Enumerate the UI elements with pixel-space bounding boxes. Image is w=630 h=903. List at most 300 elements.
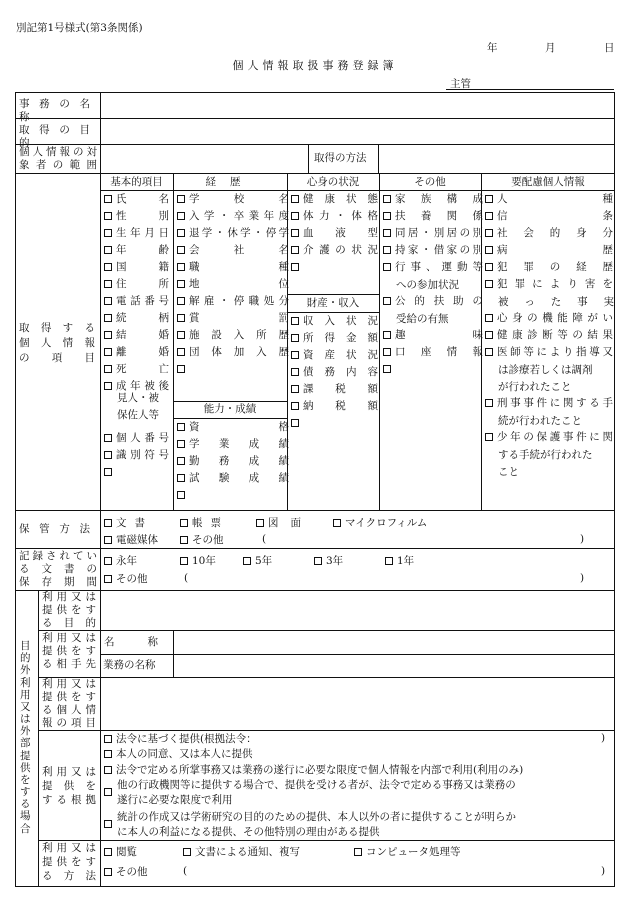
storage-document-checkbox[interactable]	[104, 517, 153, 531]
career-item-2-checkbox[interactable]	[177, 227, 289, 241]
mind-body-item-0-checkbox[interactable]	[291, 193, 378, 207]
checkbox-icon	[291, 317, 299, 325]
sensitive-criminal-wrap: 続が行われたこと	[498, 415, 582, 427]
category-career-header: 経歴	[205, 176, 255, 188]
basis-consent-label: 本人の同意、又は本人に提供	[116, 748, 253, 760]
basic-item-7-label: 続柄	[116, 312, 169, 324]
career-item-7-checkbox[interactable]	[177, 312, 289, 326]
ext-party-business-label: 業務の名称	[103, 659, 156, 671]
basic-item-9-checkbox[interactable]	[104, 346, 169, 360]
method-other-checkbox[interactable]	[104, 866, 148, 880]
category-ability-header: 能力・成績	[203, 403, 257, 415]
mind-body-item-0-label: 健康状態	[303, 193, 378, 205]
checkbox-icon	[104, 263, 112, 271]
checkbox-icon	[104, 468, 112, 476]
divider	[378, 144, 379, 173]
other-item-0-checkbox[interactable]	[383, 193, 483, 207]
method-computer-label: コンピュータ処理等	[366, 846, 461, 858]
sensitive-item-7-label: 健康診断等の結果	[497, 329, 613, 341]
mind-body-item-4-checkbox[interactable]	[291, 261, 378, 275]
checkbox-icon	[104, 331, 112, 339]
checkbox-icon	[291, 195, 299, 203]
form-title: 個人情報取扱事務登録簿	[232, 59, 398, 72]
basis-other-agency-checkbox[interactable]	[104, 786, 116, 800]
checkbox-icon	[383, 229, 391, 237]
basic-item-6-label: 電話番号	[116, 295, 169, 307]
checkbox-icon	[291, 351, 299, 359]
checkbox-icon	[177, 423, 185, 431]
basis-law-label: 法令に基づく提供(根拠法令：	[116, 733, 257, 745]
department-label: 主管	[450, 78, 471, 90]
checkbox-icon	[291, 334, 299, 342]
basis-statistics-checkbox[interactable]	[104, 818, 116, 832]
retention-3y-label: 3年	[326, 555, 344, 567]
ext-basis-label-1: 利用又は	[42, 766, 96, 778]
checkbox-icon	[104, 280, 112, 288]
checkbox-icon	[291, 385, 299, 393]
form-caption: 別記第1号様式(第3条関係)	[16, 22, 143, 34]
asset-item-1-label: 所得金額	[303, 332, 378, 344]
checkbox-icon	[485, 399, 493, 407]
ext-purpose-label-1: 利用又は	[42, 591, 96, 603]
category-basic-header: 基本的項目	[110, 176, 163, 188]
divider	[15, 118, 615, 119]
divider	[287, 294, 379, 295]
divider	[15, 590, 615, 591]
checkbox-icon	[383, 246, 391, 254]
career-item-7-label: 賞罰	[189, 312, 289, 324]
sensitive-item-1-label: 信条	[497, 210, 613, 222]
ext-items-label-4: 報の項目	[42, 717, 96, 729]
career-item-8-label: 施設入所歴	[189, 329, 289, 341]
checkbox-icon	[291, 368, 299, 376]
basic-item-0-label: 氏名	[116, 193, 169, 205]
checkbox-icon	[383, 195, 391, 203]
checkbox-icon	[177, 348, 185, 356]
checkbox-icon	[485, 229, 493, 237]
basis-consent-checkbox[interactable]	[104, 748, 253, 762]
other-item-5-label: 公的扶助の	[395, 295, 483, 307]
date-year-label: 年	[487, 42, 498, 54]
mind-body-item-3-label: 介護の状況	[303, 244, 378, 256]
ability-item-1-checkbox[interactable]	[177, 438, 289, 452]
checkbox-icon	[485, 263, 493, 271]
career-item-3-checkbox[interactable]	[177, 244, 289, 258]
storage-microfilm-checkbox[interactable]	[333, 517, 427, 531]
divider	[100, 510, 101, 590]
checkbox-icon	[104, 348, 112, 356]
checkbox-icon	[383, 365, 391, 373]
sensitive-item-0-checkbox[interactable]	[485, 193, 613, 207]
basic-item-12-checkbox[interactable]	[104, 432, 169, 446]
sensitive-item-6-checkbox[interactable]	[485, 312, 613, 326]
checkbox-icon	[177, 331, 185, 339]
other-item-5-checkbox[interactable]	[383, 295, 483, 309]
sensitive-item-3-checkbox[interactable]	[485, 244, 613, 258]
ability-item-3-checkbox[interactable]	[177, 472, 289, 486]
purpose-label: 取得の目的	[19, 124, 95, 149]
checkbox-icon	[104, 297, 112, 305]
checkbox-icon	[383, 212, 391, 220]
checkbox-icon	[485, 433, 493, 441]
other-item-3-label: 持家・借家の別	[395, 244, 483, 256]
storage-document-label: 文書	[116, 517, 153, 529]
method-notice-label: 文書による通知、複写	[195, 846, 300, 858]
sensitive-doctor-wrap-2: が行われたこと	[498, 381, 572, 393]
divider	[38, 677, 615, 678]
basic-item-10-checkbox[interactable]	[104, 363, 169, 377]
sensitive-juvenile-wrap-1: する手続が行われた	[498, 449, 593, 461]
items-label-3: の 項 目	[19, 352, 95, 364]
career-item-9-label: 団体加入歴	[189, 346, 289, 358]
sensitive-doctor-wrap-1: は診療若しくは調剤	[498, 364, 593, 376]
sensitive-item-7-checkbox[interactable]	[485, 329, 613, 343]
career-item-0-checkbox[interactable]	[177, 193, 289, 207]
business-name-label: 事務の名称	[19, 98, 95, 123]
asset-item-3-label: 債務内容	[303, 366, 378, 378]
basic-item-3-checkbox[interactable]	[104, 244, 169, 258]
storage-electronic-label: 電磁媒体	[116, 534, 158, 546]
sensitive-item-2-label: 社会的身分	[497, 227, 613, 239]
mind-body-item-1-checkbox[interactable]	[291, 210, 378, 224]
other-item-2-label: 同居・別居の別	[395, 227, 483, 239]
method-other-close-paren: )	[601, 865, 606, 877]
retention-10y-label: 10年	[192, 555, 216, 567]
career-item-9-checkbox[interactable]	[177, 346, 289, 360]
career-item-10-checkbox[interactable]	[177, 363, 289, 377]
basis-internal-checkbox[interactable]	[104, 764, 523, 778]
basic-item-11-wrap-2: 保佐人等	[117, 409, 159, 421]
method-other-open-paren: (	[183, 865, 188, 877]
checkbox-icon	[177, 246, 185, 254]
divider	[100, 590, 101, 887]
divider	[15, 144, 615, 145]
sensitive-item-0-label: 人種	[497, 193, 613, 205]
asset-item-5-checkbox[interactable]	[291, 400, 378, 414]
basic-item-2-label: 生年月日	[116, 227, 169, 239]
sensitive-item-4-label: 犯罪の経歴	[497, 261, 613, 273]
basic-item-0-checkbox[interactable]	[104, 193, 169, 207]
sensitive-item-2-checkbox[interactable]	[485, 227, 613, 241]
ext-items-label-1: 利用又は	[42, 678, 96, 690]
basis-law-checkbox[interactable]	[104, 733, 257, 747]
checkbox-icon	[291, 229, 299, 237]
storage-electronic-checkbox[interactable]	[104, 534, 158, 548]
sensitive-item-4-checkbox[interactable]	[485, 261, 613, 275]
checkbox-icon	[104, 314, 112, 322]
divider	[38, 630, 615, 631]
mind-body-item-1-label: 体力・体格	[303, 210, 378, 222]
other-item-public-wrap: 受給の有無	[396, 313, 449, 325]
basis-internal-label: 法令で定める所掌事務又は業務の遂行に必要な限度で個人情報を内部で利用(利用のみ)	[116, 764, 524, 776]
sensitive-item-8-label: 医師等により指導又	[497, 346, 613, 358]
checkbox-icon	[485, 331, 493, 339]
acquisition-method-label: 取得の方法	[314, 152, 367, 164]
other-item-7-checkbox[interactable]	[383, 346, 483, 360]
sensitive-juvenile-wrap-2: こと	[498, 466, 519, 478]
career-item-0-label: 学校名	[189, 193, 289, 205]
method-notice-checkbox[interactable]	[183, 846, 300, 860]
ext-basis-label-2: 提供を	[42, 780, 96, 792]
checkbox-icon	[104, 229, 112, 237]
ability-item-2-label: 勤務成績	[189, 455, 289, 467]
basic-item-6-checkbox[interactable]	[104, 295, 169, 309]
asset-item-2-checkbox[interactable]	[291, 349, 378, 363]
retention-1y-checkbox[interactable]	[385, 555, 414, 569]
checkbox-icon	[104, 212, 112, 220]
checkbox-icon	[291, 402, 299, 410]
checkbox-icon	[485, 212, 493, 220]
divider	[379, 173, 380, 510]
checkbox-icon	[177, 474, 185, 482]
basic-item-7-checkbox[interactable]	[104, 312, 169, 326]
retention-5y-label: 5年	[255, 555, 273, 567]
category-assets-header: 財産・収入	[306, 297, 360, 309]
basis-statistics-line1: 統計の作成又は学術研究の目的のための提供、本人以外の者に提供することが明らか	[117, 811, 516, 823]
other-item-4-label: 行事、運動等	[395, 261, 483, 273]
sensitive-item-1-checkbox[interactable]	[485, 210, 613, 224]
department-underline	[446, 89, 614, 90]
checkbox-icon	[383, 331, 391, 339]
basic-item-5-label: 住所	[116, 278, 169, 290]
basis-other-agency-line1: 他の行政機関等に提供する場合で、提供を受ける者が、法令で定める事務又は業務の	[117, 779, 516, 791]
mind-body-item-3-checkbox[interactable]	[291, 244, 378, 258]
career-item-5-label: 地位	[189, 278, 289, 290]
divider	[38, 590, 39, 887]
items-label-2: 個人情報	[19, 337, 95, 349]
sensitive-item-5-label: 犯罪により害を	[497, 278, 613, 290]
storage-drawing-checkbox[interactable]	[256, 517, 313, 531]
asset-item-0-label: 収入状況	[303, 315, 378, 327]
basic-item-11-wrap-1: 見人・被	[117, 392, 159, 404]
other-item-4-checkbox[interactable]	[383, 261, 483, 275]
sensitive-item-8-checkbox[interactable]	[485, 346, 613, 360]
checkbox-icon	[383, 348, 391, 356]
sensitive-item-10-checkbox[interactable]	[485, 431, 613, 445]
ability-item-0-checkbox[interactable]	[177, 421, 289, 435]
basic-item-5-checkbox[interactable]	[104, 278, 169, 292]
ext-purpose-label-2: 提供をす	[42, 604, 96, 616]
basic-item-10-label: 死亡	[116, 363, 169, 375]
checkbox-icon	[177, 297, 185, 305]
checkbox-icon	[104, 365, 112, 373]
method-other-label: その他	[116, 866, 148, 878]
career-item-6-label: 解雇・停職処分	[189, 295, 289, 307]
checkbox-icon	[177, 457, 185, 465]
items-label-1: 取得する	[19, 322, 95, 334]
asset-item-2-label: 資産状況	[303, 349, 378, 361]
category-mind-body-header: 心身の状況	[306, 176, 360, 188]
basic-item-1-checkbox[interactable]	[104, 210, 169, 224]
basic-item-14-checkbox[interactable]	[104, 466, 169, 480]
storage-ledger-checkbox[interactable]	[180, 517, 229, 531]
checkbox-icon	[383, 263, 391, 271]
category-other-header: その他	[414, 176, 446, 188]
checkbox-icon	[485, 314, 493, 322]
divider	[100, 654, 615, 655]
date-month-label: 月	[545, 42, 556, 54]
other-item-7-label: 口座情報	[395, 346, 483, 358]
checkbox-icon	[291, 246, 299, 254]
checkbox-icon	[104, 246, 112, 254]
checkbox-icon	[177, 314, 185, 322]
asset-item-4-label: 課税額	[303, 383, 378, 395]
ext-purpose-label-3: る目的	[42, 617, 96, 629]
divider	[173, 173, 174, 510]
external-use-label: 目的外利用又は外部提供をする場合	[20, 640, 31, 835]
other-item-event-wrap: への参加状況	[396, 279, 459, 291]
retention-label-1: 記録されてい	[19, 550, 97, 562]
other-item-6-label: 趣味	[395, 329, 483, 341]
checkbox-icon	[485, 195, 493, 203]
career-item-1-checkbox[interactable]	[177, 210, 289, 224]
basic-item-13-label: 識別符号	[116, 449, 169, 461]
divider	[287, 312, 379, 313]
divider	[173, 630, 174, 677]
subject-scope-label-2: 象者の範囲	[19, 159, 97, 171]
sensitive-item-9-label: 刑事事件に関する手	[497, 397, 613, 409]
divider	[100, 92, 101, 510]
divider	[308, 144, 309, 173]
basis-statistics-line2: に本人の利益になる提供、その他特別の理由がある提供	[117, 826, 380, 838]
sensitive-item-9-checkbox[interactable]	[485, 397, 613, 411]
retention-10y-checkbox[interactable]	[180, 555, 216, 569]
retention-permanent-label: 永年	[116, 555, 137, 567]
checkbox-icon	[177, 491, 185, 499]
other-item-3-checkbox[interactable]	[383, 244, 483, 258]
mind-body-item-2-label: 血液型	[303, 227, 378, 239]
sensitive-item-10-label: 少年の保護事件に関	[497, 431, 613, 443]
checkbox-icon	[104, 434, 112, 442]
other-item-8-checkbox[interactable]	[383, 363, 483, 377]
ext-items-label-2: 提供をす	[42, 691, 96, 703]
retention-permanent-checkbox[interactable]	[104, 555, 137, 569]
career-item-8-checkbox[interactable]	[177, 329, 289, 343]
retention-1y-label: 1年	[397, 555, 415, 567]
ext-items-label-3: る個人情	[42, 704, 96, 716]
checkbox-icon	[485, 280, 493, 288]
asset-item-3-checkbox[interactable]	[291, 366, 378, 380]
storage-other-close-paren: )	[580, 533, 585, 545]
ability-item-0-label: 資格	[189, 421, 289, 433]
retention-other-open-paren: (	[184, 572, 189, 584]
mind-body-item-2-checkbox[interactable]	[291, 227, 378, 241]
checkbox-icon	[485, 348, 493, 356]
divider	[15, 548, 615, 549]
retention-5y-checkbox[interactable]	[243, 555, 272, 569]
checkbox-icon	[291, 263, 299, 271]
basic-item-2-checkbox[interactable]	[104, 227, 169, 241]
checkbox-icon	[177, 440, 185, 448]
asset-item-1-checkbox[interactable]	[291, 332, 378, 346]
basic-item-4-checkbox[interactable]	[104, 261, 169, 275]
ext-party-label-1: 利用又は	[42, 632, 96, 644]
ext-method-label-1: 利用又は	[42, 842, 96, 854]
basic-item-9-label: 離婚	[116, 346, 169, 358]
retention-other-checkbox[interactable]	[104, 573, 148, 587]
basic-item-8-checkbox[interactable]	[104, 329, 169, 343]
ability-item-3-label: 試験成績	[189, 472, 289, 484]
storage-method-label: 保管方法	[19, 523, 95, 535]
divider	[38, 730, 615, 731]
other-item-0-label: 家族構成	[395, 193, 483, 205]
asset-item-blank-checkbox[interactable]	[291, 417, 303, 431]
sensitive-item-3-label: 病歴	[497, 244, 613, 256]
asset-item-0-checkbox[interactable]	[291, 315, 378, 329]
retention-label-2: る文書の	[19, 563, 97, 575]
career-item-3-label: 会社名	[189, 244, 289, 256]
checkbox-icon	[177, 365, 185, 373]
checkbox-icon	[177, 229, 185, 237]
method-view-checkbox[interactable]	[104, 846, 137, 860]
method-computer-checkbox[interactable]	[354, 846, 461, 860]
sensitive-item-5-checkbox[interactable]	[485, 278, 613, 292]
other-item-2-checkbox[interactable]	[383, 227, 483, 241]
storage-other-open-paren: (	[262, 533, 267, 545]
basic-item-3-label: 年齢	[116, 244, 169, 256]
subject-scope-label-1: 個人情報の対	[19, 146, 97, 158]
basic-item-13-checkbox[interactable]	[104, 449, 169, 463]
retention-3y-checkbox[interactable]	[314, 555, 343, 569]
other-item-1-checkbox[interactable]	[383, 210, 483, 224]
basic-item-8-label: 結婚	[116, 329, 169, 341]
basis-other-agency-line2: 遂行に必要な限度で利用	[117, 794, 233, 806]
career-item-2-label: 退学・休学・停学	[189, 227, 289, 239]
career-item-6-checkbox[interactable]	[177, 295, 289, 309]
ext-party-label-3: る相手先	[42, 658, 96, 670]
retention-label-3: 保存期間	[19, 576, 97, 588]
career-item-1-label: 入学・卒業年度	[189, 210, 289, 222]
basic-item-4-label: 国籍	[116, 261, 169, 273]
checkbox-icon	[291, 212, 299, 220]
ext-method-label-2: 提供をす	[42, 856, 96, 868]
checkbox-icon	[485, 246, 493, 254]
basic-item-11-label: 成年被後	[116, 380, 169, 392]
ability-item-2-checkbox[interactable]	[177, 455, 289, 469]
ext-party-name-label: 名称	[104, 636, 168, 648]
asset-item-4-checkbox[interactable]	[291, 383, 378, 397]
checkbox-icon	[177, 212, 185, 220]
career-item-4-label: 職種	[189, 261, 289, 273]
storage-ledger-label: 帳票	[192, 517, 229, 529]
retention-other-label: その他	[116, 573, 148, 585]
retention-other-close-paren: )	[580, 572, 585, 584]
divider	[15, 173, 615, 174]
sensitive-crime-wrap: 被った事実	[498, 296, 614, 308]
storage-other-checkbox[interactable]	[180, 534, 224, 548]
asset-item-5-label: 納税額	[303, 400, 378, 412]
date-day-label: 日	[604, 42, 615, 54]
sensitive-item-6-label: 心身の機能障がい	[497, 312, 613, 324]
checkbox-icon	[104, 195, 112, 203]
checkbox-icon	[104, 382, 112, 390]
divider	[15, 510, 615, 511]
checkbox-icon	[104, 451, 112, 459]
ability-item-4-checkbox[interactable]	[177, 489, 289, 503]
checkbox-icon	[177, 195, 185, 203]
storage-drawing-label: 図面	[268, 517, 313, 529]
other-item-6-checkbox[interactable]	[383, 329, 483, 343]
career-item-5-checkbox[interactable]	[177, 278, 289, 292]
checkbox-icon	[177, 280, 185, 288]
career-item-4-checkbox[interactable]	[177, 261, 289, 275]
divider	[173, 418, 287, 419]
checkbox-icon	[177, 263, 185, 271]
storage-microfilm-label: マイクロフィルム	[345, 517, 428, 529]
basis-law-close-paren: )	[601, 732, 606, 744]
checkbox-icon	[383, 297, 391, 305]
ext-party-label-2: 提供をす	[42, 645, 96, 657]
